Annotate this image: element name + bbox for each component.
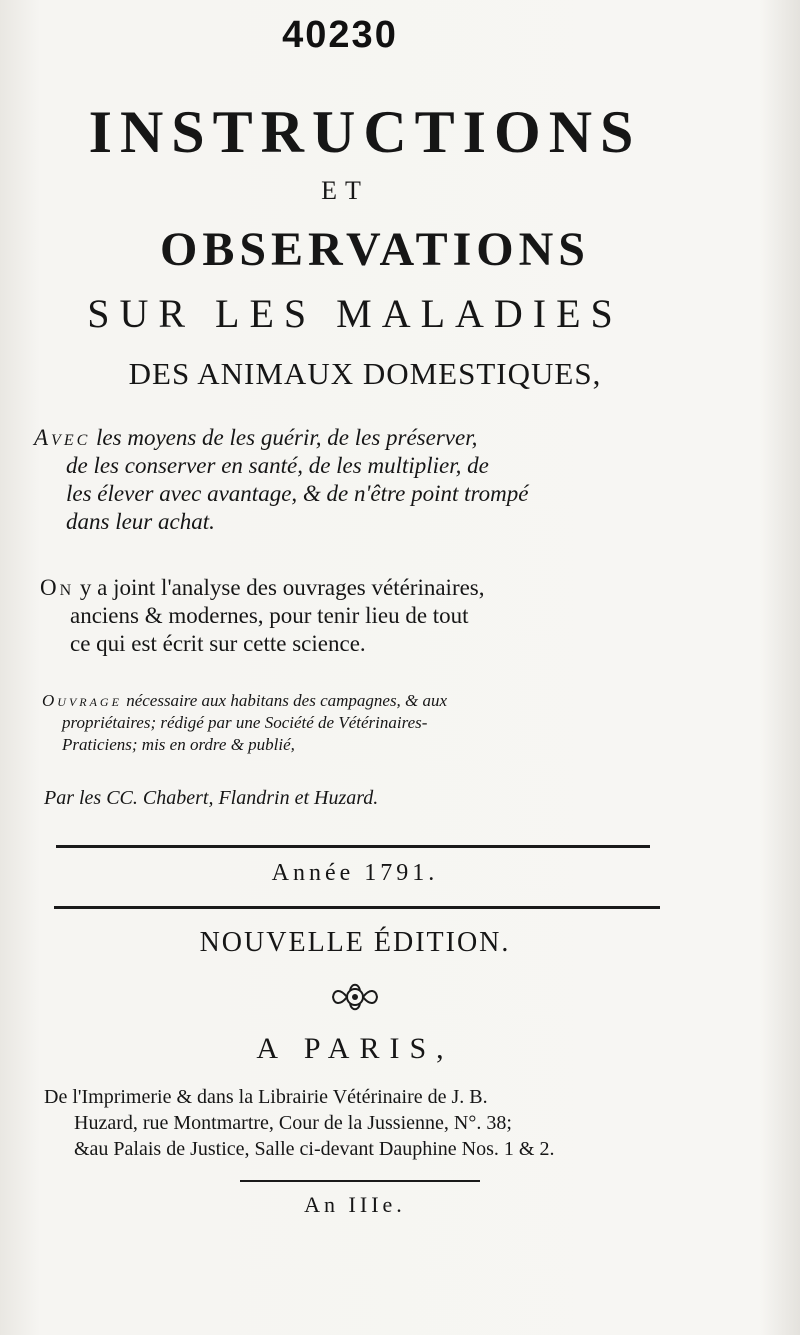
edition-label: NOUVELLE ÉDITION. xyxy=(199,927,511,958)
imprint-line: &au Palais de Justice, Salle ci-devant Dauphine Nos. 1 & 2. xyxy=(74,1138,555,1160)
paragraph-line: Ouvrage nécessaire aux habitans des campagnes, & aux xyxy=(42,691,448,710)
title-sur-les-maladies: SUR LES MALADIES xyxy=(87,291,623,336)
fleuron-ornament-icon xyxy=(330,980,380,1014)
publication-year: Année 1791. xyxy=(271,860,439,886)
paragraph-line: On y a joint l'analyse des ouvrages vétérinaires, xyxy=(40,575,485,600)
paragraph-line: les élever avec avantage, & de n'être point trompé xyxy=(66,481,529,506)
imprint-line: Huzard, rue Montmartre, Cour de la Jussienne, N°. 38; xyxy=(74,1112,512,1134)
paragraph-lead: Avec xyxy=(34,425,91,450)
paragraph-line: de les conserver en santé, de les multiplier, de xyxy=(66,453,489,478)
paragraph-lead: On xyxy=(40,575,75,600)
republican-year: An IIIe. xyxy=(304,1192,406,1217)
paragraph-line: dans leur achat. xyxy=(66,509,215,534)
paragraph-line: Praticiens; mis en ordre & publié, xyxy=(62,735,295,754)
title-des-animaux: DES ANIMAUX DOMESTIQUES, xyxy=(128,356,602,391)
inventory-number: 40230 xyxy=(282,14,398,56)
horizontal-rule xyxy=(240,1180,480,1182)
paragraph-line: ce qui est écrit sur cette science. xyxy=(70,631,366,656)
city-line: A PARIS, xyxy=(256,1032,454,1065)
imprint-block xyxy=(44,1084,684,1162)
paragraph-on-y-a-joint xyxy=(40,574,680,658)
horizontal-rule xyxy=(56,845,650,848)
paragraph-line: propriétaires; rédigé par une Société de Vétérinaires- xyxy=(62,713,428,732)
title-observations: OBSERVATIONS xyxy=(159,223,590,276)
paragraph-lead: Ouvrage xyxy=(42,691,122,710)
paragraph-ouvrage xyxy=(42,690,682,756)
imprint-line: De l'Imprimerie & dans la Librairie Vétérinaire de J. B. xyxy=(44,1086,488,1108)
title-et: ET xyxy=(321,176,369,205)
title-instructions: INSTRUCTIONS xyxy=(88,99,642,165)
authors-line: Par les CC. Chabert, Flandrin et Huzard. xyxy=(44,787,379,809)
paragraph-line: anciens & modernes, pour tenir lieu de tout xyxy=(70,603,469,628)
horizontal-rule xyxy=(54,906,660,909)
paragraph-line: Avec les moyens de les guérir, de les préserver, xyxy=(34,425,478,450)
paragraph-avec xyxy=(34,424,684,536)
